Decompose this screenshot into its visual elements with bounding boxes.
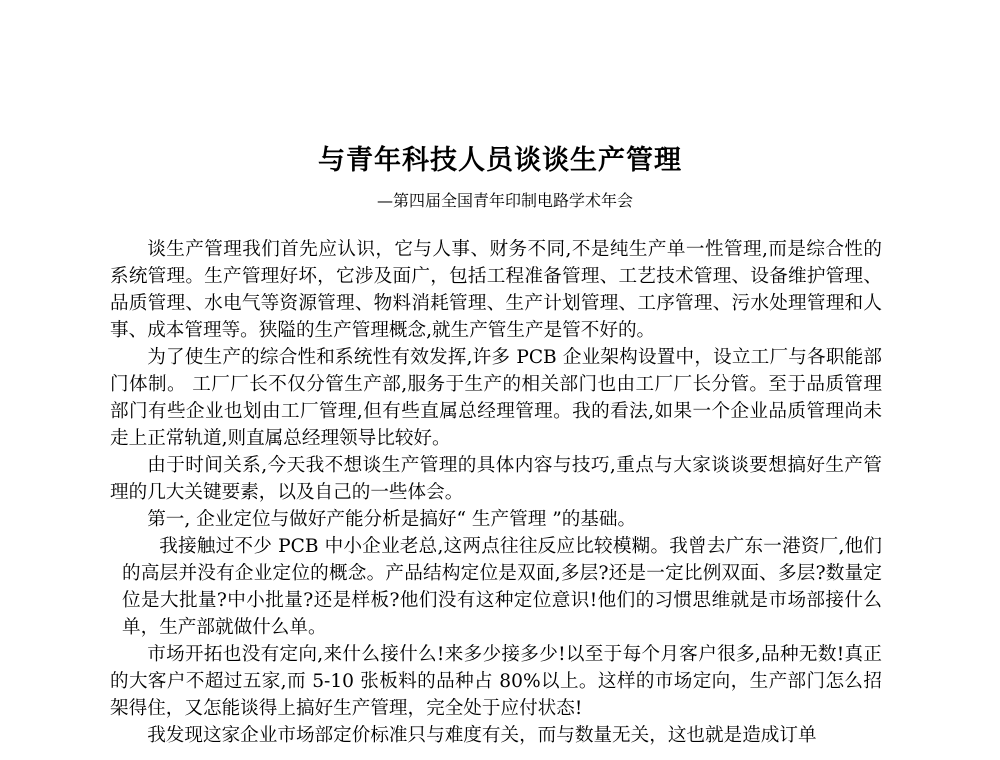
paragraph-7: 我发现这家企业市场部定价标准只与难度有关，而与数量无关，这也就是造成订单 [147, 725, 817, 746]
paragraph-2: 为了使生产的综合性和系统性有效发挥,许多 PCB 企业架构设置中，设立工厂与各职能部门体制。 工厂厂长不仅分管生产部,服务于生产的相关部门也由工厂厂长分管。至于品质管理部门有些企业也划由工厂管理,但有些直属总经理管理。我的看法,如果一个企业品质管理尚未走上正常轨道,则直属总经理领导比较好。 [110, 347, 882, 449]
paragraph-5: 我接触过不少 PCB 中小企业老总,这两点往往反应比较模糊。我曾去广东一港资厂,他们的高层并没有企业定位的概念。产品结构定位是双面,多层?还是一定比例双面、多层?数量定位是大批量?中小批量?还是样板?他们没有这种定位意识!他们的习惯思维就是市场部接什么单，生产部就做什么单。 [122, 536, 882, 638]
paragraph-3: 由于时间关系,今天我不想谈生产管理的具体内容与技巧,重点与大家谈谈要想搞好生产管理的几大关键要素，以及自己的一些体会。 [110, 455, 882, 503]
paragraph-6: 市场开拓也没有定向,来什么接什么!来多少接多少!以至于每个月客户很多,品种无数!真正的大客户不超过五家,而 5-10 张板料的品种占 80%以上。这样的市场定向，生产部门怎么招架得住，又怎能谈得上搞好生产管理，完全处于应付状态! [110, 644, 882, 719]
paragraph-4: 第一, 企业定位与做好产能分析是搞好“ 生产管理 ”的基础。 [147, 509, 637, 530]
article-subtitle: —第四届全国青年印制电路学术年会 [376, 191, 633, 210]
article-title: 与青年科技人员谈谈生产管理 [318, 145, 682, 176]
article-body [110, 236, 882, 749]
paragraph-1: 谈生产管理我们首先应认识，它与人事、财务不同,不是纯生产单一性管理,而是综合性的系统管理。生产管理好坏，它涉及面广，包括工程准备管理、工艺技术管理、设备维护管理、品质管理、水电气等资源管理、物料消耗管理、生产计划管理、工序管理、污水处理管理和人事、成本管理等。狭隘的生产管理概念,就生产管生产是管不好的。 [110, 239, 882, 341]
